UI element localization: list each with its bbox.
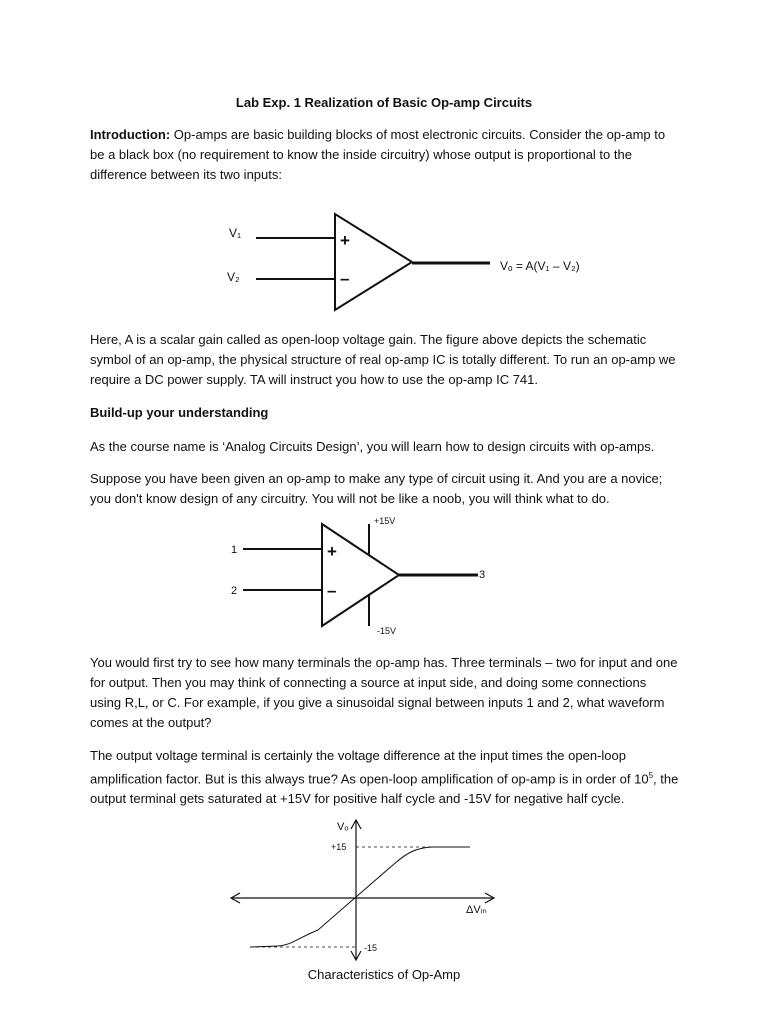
output-text-after: , the output terminal gets saturated at +15V for positive half cycle and -15V for negative half cycle.: [90, 771, 679, 807]
y-axis-label: Vₒ: [337, 821, 349, 833]
pos-saturation-label: +15: [331, 842, 347, 852]
minus-sign: –: [340, 269, 350, 288]
pin1-label: 1: [231, 544, 238, 556]
minus-sign-2: –: [327, 581, 337, 600]
intro-text: Op-amps are basic building blocks of most electronic circuits. Consider the op-amp to be a black box (no requirement to know the inside circuitry) whose output is proportional to the difference between its two inputs:: [90, 127, 666, 182]
output-formula: Vₒ = A(V₁ – V₂): [500, 259, 580, 273]
characteristics-graph: [0, 812, 768, 962]
opamp-triangle-2: [322, 524, 399, 626]
vneg-label: -15V: [377, 626, 397, 636]
intro-paragraph: [90, 125, 680, 185]
opamp-triangle: [335, 214, 412, 310]
intro-label: Introduction:: [90, 127, 171, 142]
figure-caption: Characteristics of Op-Amp: [307, 967, 461, 982]
plus-sign-2: +: [327, 542, 337, 561]
course-paragraph: As the course name is ‘Analog Circuits Design’, you will learn how to design circuits with op-amps.: [90, 439, 655, 454]
output-paragraph: [90, 746, 680, 809]
section-heading: Build-up your understanding: [90, 405, 269, 420]
vpos-label: +15V: [374, 516, 396, 526]
page-title: Lab Exp. 1 Realization of Basic Op-amp Circuits: [235, 95, 533, 110]
pin2-label: 2: [231, 585, 238, 597]
output-text-before: The output voltage terminal is certainly the voltage difference at the input times the open-loop amplification factor. But is this always true? As open-loop amplification of op-amp is in order of 10: [90, 748, 649, 787]
exponent: 5: [648, 771, 654, 780]
neg-saturation-label: -15: [364, 943, 378, 953]
input-v2-label: V₂: [227, 270, 240, 284]
gain-paragraph: Here, A is a scalar gain called as open-loop voltage gain. The figure above depicts the schematic symbol of an op-amp, the physical structure of real op-amp IC is totally different. To run an op-amp we require a DC power supply. TA will instruct you how to use the op-amp IC 741.: [90, 332, 676, 387]
terminals-paragraph: You would first try to see how many terminals the op-amp has. Three terminals – two for input and one for output. Then you may think of connecting a source at input side, and doing some connections using R,L, or C. For example, if you give a sinusoidal signal between inputs 1 and 2, what waveform comes at the output?: [90, 655, 678, 730]
pin3-label: 3: [479, 569, 486, 581]
transfer-curve: [250, 847, 470, 947]
suppose-paragraph: Suppose you have been given an op-amp to make any type of circuit using it. And you are a novice; you don't know design of any circuitry. You will not be like a noob, you will think what to do.: [90, 471, 663, 506]
input-v1-label: V₁: [229, 226, 242, 240]
opamp-terminals-figure: [0, 510, 768, 640]
plus-sign: +: [340, 231, 350, 250]
opamp-symbol-figure: [0, 200, 768, 320]
x-axis-label: ΔVᵢₙ: [466, 904, 487, 916]
